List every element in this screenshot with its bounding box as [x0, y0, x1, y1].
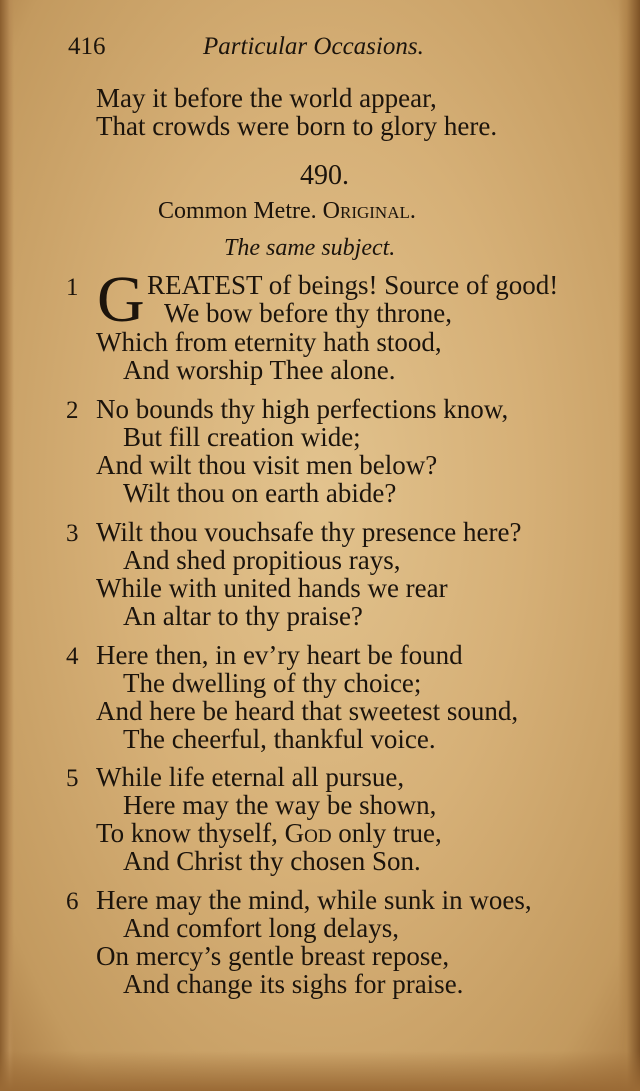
line-text: To know thyself, [96, 818, 285, 848]
stanza-number: 3 [66, 520, 79, 547]
meter-source: Original. [322, 198, 416, 224]
preceding-line-1: May it before the world appear, [96, 83, 437, 113]
stanza-line: An altar to thy praise? [123, 601, 363, 631]
stanza-line: No bounds thy high perfections know, [96, 394, 509, 424]
stanza-number: 2 [66, 397, 79, 424]
stanza-line: And here be heard that sweetest sound, [96, 696, 519, 726]
stanza-line: Wilt thou vouchsafe thy presence here? [96, 517, 522, 547]
stanza-line [96, 820, 442, 847]
stanza-number: 4 [66, 643, 79, 670]
stanza-line: The dwelling of thy choice; [123, 668, 422, 698]
line-text: only true, [331, 818, 442, 848]
page-right-edge [618, 0, 640, 1091]
page-bottom-edge [0, 1051, 640, 1091]
stanza-number: 5 [66, 765, 79, 792]
stanza-line: We bow before thy throne, [164, 298, 452, 328]
stanza-line: And comfort long delays, [123, 913, 399, 943]
stanza-line: And wilt thou visit men below? [96, 450, 438, 480]
stanza-line: Here then, in ev’ry heart be found [96, 640, 463, 670]
page-number: 416 [68, 33, 106, 60]
stanza-line: Which from eternity hath stood, [96, 327, 442, 357]
stanza-line: Wilt thou on earth abide? [123, 478, 397, 508]
stanza-line: The cheerful, thankful voice. [123, 724, 436, 754]
meter-line [158, 199, 416, 223]
page-left-edge [0, 0, 14, 1091]
stanza-line: And change its sighs for praise. [123, 969, 464, 999]
stanza-line: While with united hands we rear [96, 573, 448, 603]
hymn-subject: The same subject. [224, 235, 396, 261]
stanza-line: On mercy’s gentle breast repose, [96, 941, 450, 971]
stanza-line: Here may the way be shown, [123, 790, 437, 820]
stanza-number: 1 [66, 274, 79, 301]
stanza-line: Here may the mind, while sunk in woes, [96, 885, 532, 915]
stanza-line: REATEST of beings! Source of good! [147, 270, 559, 300]
drop-cap: G [97, 263, 145, 336]
stanza-number: 6 [66, 888, 79, 915]
stanza-line: But fill creation wide; [123, 422, 361, 452]
hymn-number: 490. [300, 160, 349, 191]
stanza-line: And Christ thy chosen Son. [123, 846, 421, 876]
preceding-line-2: That crowds were born to glory here. [96, 111, 498, 141]
stanza-line: And worship Thee alone. [123, 355, 396, 385]
stanza-line: And shed propitious rays, [123, 545, 401, 575]
divine-name: God [284, 818, 332, 848]
meter-prefix: Common Metre. [158, 198, 323, 224]
stanza-line: While life eternal all pursue, [96, 762, 405, 792]
running-title: Particular Occasions. [203, 33, 424, 60]
